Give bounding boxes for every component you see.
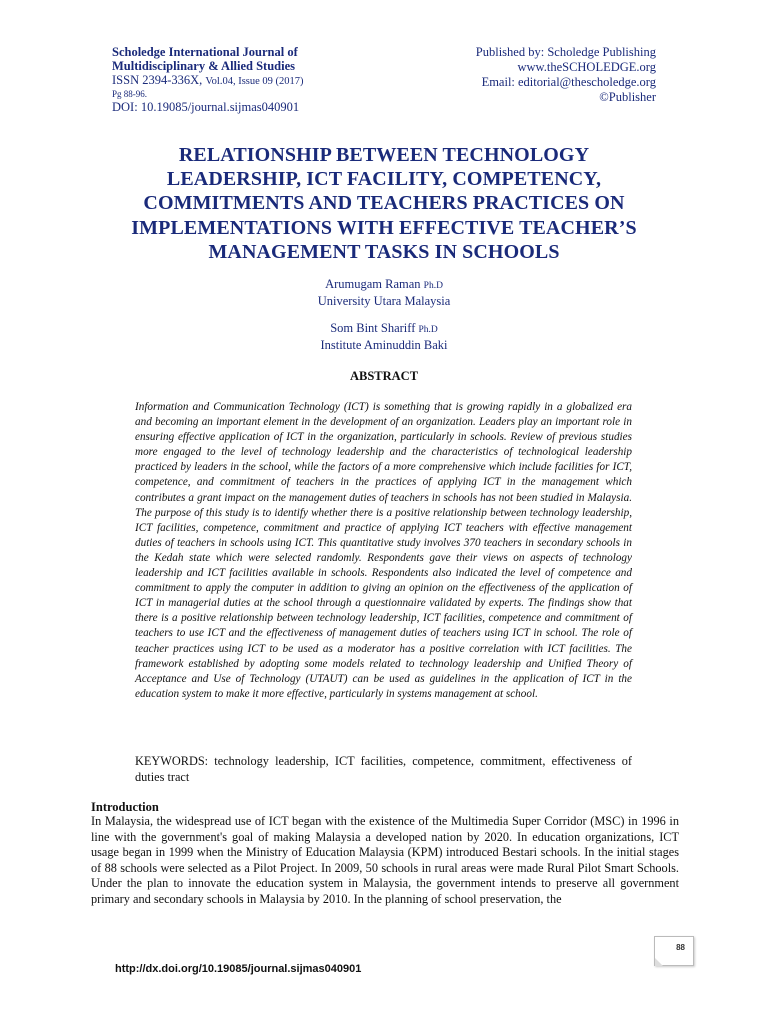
journal-name-line1: Scholedge International Journal of [112,45,298,59]
author-2 [0,321,768,353]
title-line-3: COMMITMENTS AND TEACHERS PRACTICES ON [143,192,625,215]
journal-name-line2: Multidisciplinary & Allied Studies [112,59,296,73]
author-degree: Ph.D [418,325,438,335]
keywords: KEYWORDS: technology leadership, ICT facilities, competence, commitment, effectiveness of duties tract [135,754,632,784]
title-line-2: LEADERSHIP, ICT FACILITY, COMPETENCY, [166,168,602,191]
author-1 [0,277,768,309]
author-degree: Ph.D [423,281,443,291]
author-name: Arumugam Raman [325,277,421,291]
abstract-heading: ABSTRACT [349,369,419,383]
introduction-heading: Introduction [91,800,159,814]
issn-number: ISSN 2394-336X, [112,73,203,87]
title-line-5: MANAGEMENT TASKS IN SCHOOLS [208,240,560,263]
introduction-body: In Malaysia, the widespread use of ICT began with the existence of the Multimedia Super Corridor (MSC) in 1996 in line with the government's goal of making Malaysia a developed nation by 2020. In education organizations, ICT usage began in 1999 when the Ministry of Education Malaysia (KPM) introduced Bestari schools. In the initial stages of 88 schools were selected as a Pilot Project. In 2009, 50 schools in rural areas were made Rural Pilot Smart Schools. Under the plan to innovate the education system in Malaysia, the government intends to preserve all government primary and secondary schools in Malaysia by 2010. In the planning of school preservation, the [91,814,679,906]
journal-doi: DOI: 10.19085/journal.sijmas040901 [112,100,300,114]
page-fold-icon [655,958,663,966]
author-name: Som Bint Shariff [330,321,416,335]
footer-doi-link[interactable]: http://dx.doi.org/10.19085/journal.sijmas040901 [115,963,362,975]
author-affiliation: Institute Aminuddin Baki [320,338,448,352]
page-number-box [654,936,694,966]
publisher-info [336,45,656,105]
abstract-body: Information and Communication Technology (ICT) is something that is growing rapidly in a globalized era and becoming an important element in the development of an organization. Leaders play an important role in ensuring effective application of ICT in the organization, particularly in schools. Review of previous studies more engaged to the level of technology leadership and the characteristics of technological leadership practiced by leaders in the school, while the factors of a more comprehensive which include facilities for ICT, competence, and commitment of teachers in the practices of applying ICT in the management which contributes a grant impact on the management duties of teachers in schools has not been studied in Malaysia. The purpose of this study is to identify whether there is a positive relationship between technology leadership, ICT facilities, competence, commitment and practice of applying ICT teachers with effective management duties of teachers in schools using ICT. This quantitative study involves 370 teachers in secondary schools in the Kedah state which were selected randomly. Respondents gave their views on aspects of technology leadership and ICT facilities available in schools. Respondents also indicated the level of competence and commitment to apply the computer in addition to giving an opinion on the effectiveness of the application of ICT in managerial duties at the school through a questionnaire validated by experts. The findings show that there is a positive relationship between technology leadership, ICT facilities, competence and commitment of teachers to use ICT and the effectiveness of management duties of teachers using ICT in school. The role of teacher practices using ICT to be used as a moderator has a positive correlation with ICT facilities. The framework established by adopting some models related to technology leadership and Unified Theory of Acceptance and Use of Technology (UTAUT) can be used as guidelines in the application of ICT in the education system to make it more effective, particularly in systems management at school. [135,401,632,700]
page-number: 88 [676,943,685,952]
title-line-4: IMPLEMENTATIONS WITH EFFECTIVE TEACHER’S [131,216,637,239]
issn-volume: Vol.04, Issue 09 (2017) [205,76,304,87]
published-by: Published by: Scholedge Publishing [475,45,656,59]
paper-title [100,143,668,264]
publisher-website: www.theSCHOLEDGE.org [517,60,656,74]
journal-pages: Pg 88-96. [112,89,148,99]
publisher-copyright: ©Publisher [599,90,656,104]
publisher-email: Email: editorial@thescholedge.org [481,75,656,89]
author-affiliation: University Utara Malaysia [317,294,451,308]
title-line-1: RELATIONSHIP BETWEEN TECHNOLOGY [178,144,590,166]
